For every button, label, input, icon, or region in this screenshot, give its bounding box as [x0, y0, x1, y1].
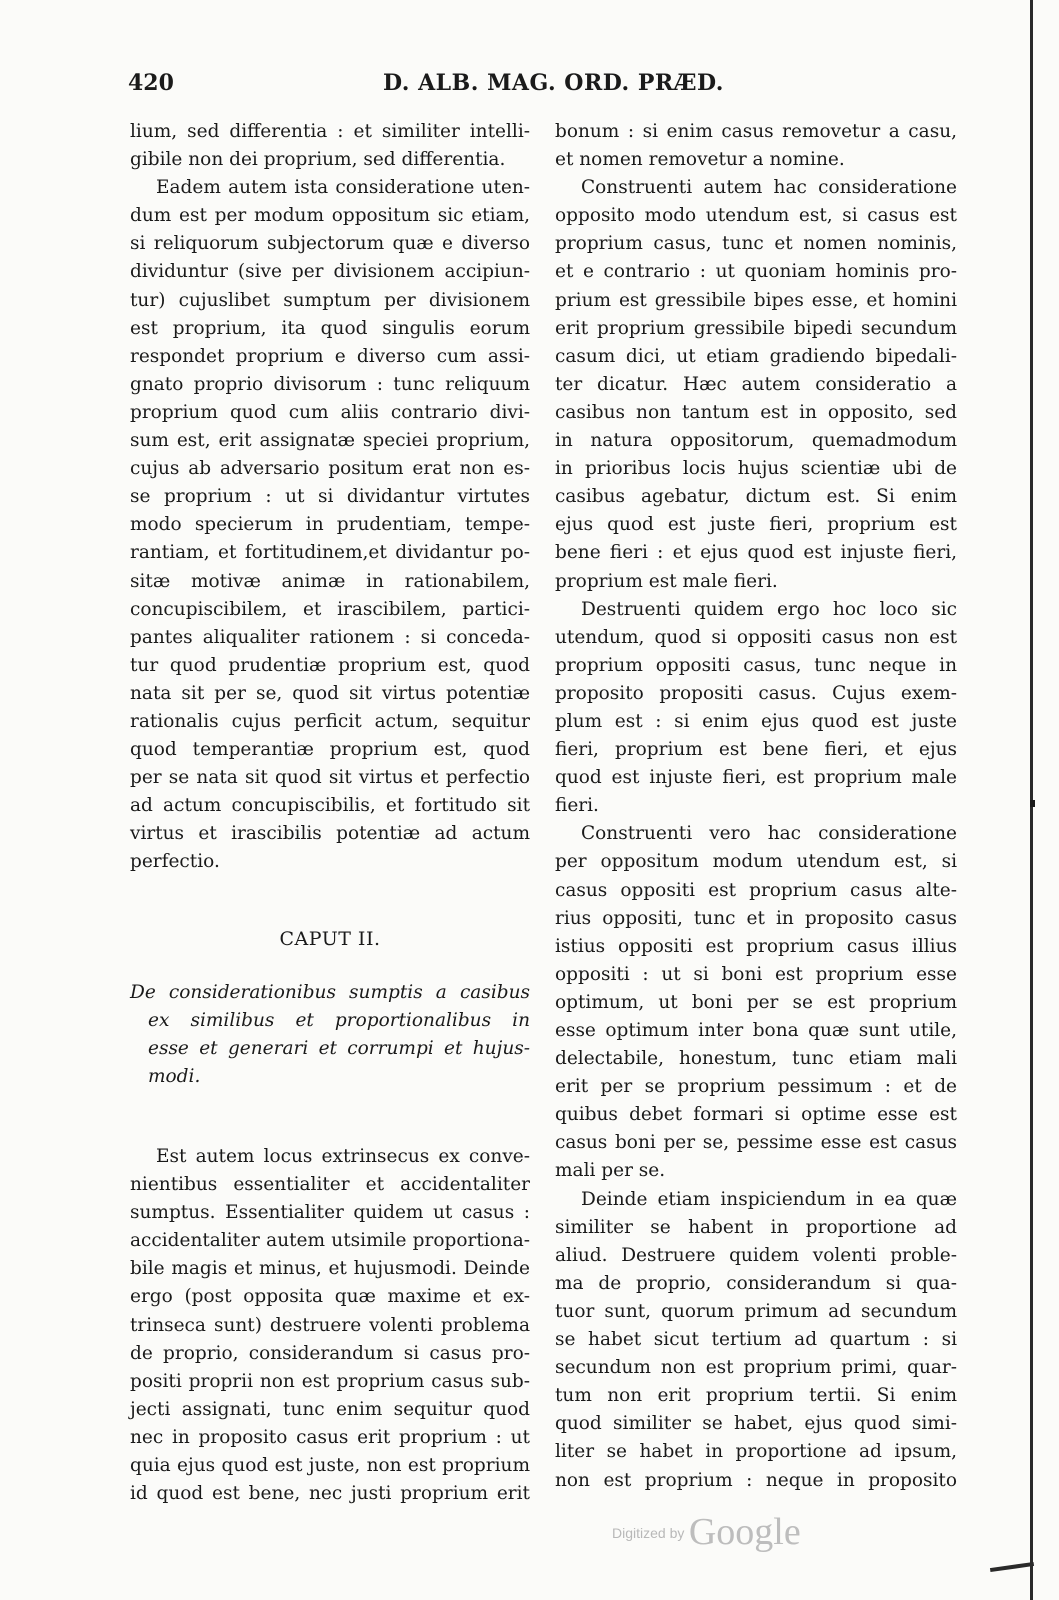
text-line: erit per se proprium pessimum : et de — [555, 1076, 957, 1098]
text-line: Construenti vero hac consideratione — [581, 823, 957, 845]
text-line: jecti assignati, tunc enim sequitur quod — [130, 1398, 530, 1420]
binding-edge-foot — [990, 1562, 1034, 1572]
text-line: lium, sed differentia : et similiter intelli- — [130, 121, 530, 142]
text-line: concupiscibilem, et irascibilem, partici- — [130, 598, 530, 620]
text-line: ejus quod est juste fieri, proprium est — [555, 514, 957, 536]
text-line: non est proprium : neque in proposito — [555, 1469, 957, 1491]
right-para-3 — [555, 596, 957, 821]
text-line: proprium casus, tunc et nomen nominis, — [555, 233, 957, 255]
summary-line: esse et generari et corrumpi et hujus- — [148, 1037, 530, 1059]
chapter-summary — [130, 979, 530, 1091]
margin-mark — [1030, 800, 1035, 807]
text-line: dividuntur (sive per divisionem accipiun- — [130, 261, 530, 283]
text-line: casibus non tantum est in opposito, sed — [555, 401, 957, 423]
text-line: est proprium, ita quod singulis eorum — [130, 317, 530, 339]
text-line: utendum, quod si oppositi casus non est — [555, 626, 957, 648]
text-line: sumptus. Essentialiter quidem ut casus : — [130, 1202, 530, 1224]
text-line: perfectio. — [130, 851, 220, 873]
digitized-by-text: Digitized by — [612, 1525, 685, 1541]
text-line: secundum non est proprium primi, quar- — [555, 1357, 957, 1379]
text-line: dum est per modum oppositum sic etiam, — [130, 205, 530, 227]
text-line: esse optimum inter bona quæ sunt utile, — [555, 1020, 957, 1041]
summary-line: modi. — [148, 1065, 201, 1087]
right-para-1 — [555, 118, 957, 174]
summary-line: De considerationibus sumptis a casibus — [130, 981, 530, 1003]
text-line: rius oppositi, tunc et in proposito casus — [555, 907, 957, 929]
text-line: rationalis cujus perficit actum, sequitur — [130, 710, 530, 732]
text-line: ma de proprio, considerandum si qua- — [555, 1272, 957, 1294]
text-line: proposito propositi casus. Cujus exem- — [555, 682, 957, 704]
text-line: quod temperantiæ proprium est, quod — [130, 739, 530, 761]
text-line: quia ejus quod est juste, non est proprium — [130, 1455, 530, 1477]
summary-line: ex similibus et proportionalibus in — [148, 1009, 530, 1031]
left-column — [130, 118, 530, 1508]
text-line: Est autem locus extrinsecus ex conve- — [156, 1146, 530, 1167]
text-line: per oppositum modum utendum est, si — [555, 851, 957, 873]
text-line: in prioribus locis hujus scientiæ ubi de — [555, 458, 957, 480]
text-line: de proprio, considerandum si casus pro- — [130, 1342, 530, 1364]
text-line: ad actum concupiscibilis, et fortitudo sit — [130, 795, 530, 817]
digitized-watermark — [612, 1510, 801, 1554]
text-line: bile magis et minus, et hujusmodi. Deinde — [130, 1258, 530, 1280]
text-line: Deinde etiam inspiciendum in ea quæ — [581, 1188, 957, 1210]
text-line: virtus et irascibilis potentiæ ad actum — [130, 823, 530, 845]
text-line: modo specierum in prudentiam, tempe- — [130, 514, 530, 536]
text-line: optimum, ut boni per se est proprium — [555, 991, 957, 1013]
text-line: proprium est male fieri. — [555, 570, 778, 592]
text-line: proprium quod cum aliis contrario divi- — [130, 401, 530, 423]
text-line: delectabile, honestum, tunc etiam mali — [555, 1048, 957, 1070]
text-line: rantiam, et fortitudinem,et dividantur po- — [130, 542, 530, 564]
text-line: nata sit per se, quod sit virtus potentiæ — [130, 682, 530, 704]
text-line: id quod est bene, nec justi proprium erit — [130, 1483, 530, 1505]
text-line: casibus agebatur, dictum est. Si enim — [555, 486, 957, 508]
text-line: Eadem autem ista consideratione uten- — [156, 177, 530, 199]
right-column — [555, 118, 957, 1495]
text-line: tur quod prudentiæ proprium est, quod — [130, 654, 530, 676]
text-line: tum non erit proprium tertii. Si enim — [555, 1385, 957, 1407]
text-line: quod est injuste fieri, est proprium male — [555, 767, 957, 789]
text-line: gnato proprio divisorum : tunc reliquum — [130, 373, 530, 395]
text-line: mali per se. — [555, 1160, 666, 1182]
text-line: cujus ab adversario positum erat non es- — [130, 458, 530, 480]
text-line: tur) cujuslibet sumptum per divisionem — [130, 289, 530, 311]
running-title: D. ALB. MAG. ORD. PRÆD. — [383, 70, 724, 96]
text-line: positi proprii non est proprium casus sub- — [130, 1370, 530, 1392]
text-line: pantes aliqualiter rationem : si conceda- — [130, 626, 530, 648]
text-line: nientibus essentialiter et accidentaliter — [130, 1174, 530, 1196]
chapter-heading: CAPUT II. — [279, 927, 381, 950]
text-line: gibile non dei proprium, sed differentia. — [130, 149, 506, 171]
text-line: sum est, erit assignatæ speciei proprium, — [130, 430, 530, 452]
text-line: se habet sicut tertium ad quartum : si — [555, 1329, 957, 1351]
text-line: fieri. — [555, 795, 599, 817]
text-line: sitæ motivæ animæ in rationabilem, — [130, 570, 530, 592]
text-line: et nomen removetur a nomine. — [555, 149, 845, 171]
text-line: erit proprium gressibile bipedi secundum — [555, 317, 957, 339]
text-line: in natura oppositorum, quemadmodum — [555, 430, 957, 452]
text-line: ergo (post opposita quæ maxime et ex- — [130, 1286, 530, 1308]
text-line: aliud. Destruere quidem volenti proble- — [555, 1244, 957, 1266]
text-line: quod similiter se habet, ejus quod simi- — [555, 1413, 957, 1435]
text-line: se proprium : ut si dividantur virtutes — [130, 486, 530, 508]
text-line: ter dicatur. Hæc autem consideratio a — [555, 373, 957, 395]
text-line: proprium oppositi casus, tunc neque in — [555, 654, 957, 676]
text-line: trinseca sunt) destruere volenti problema — [130, 1314, 530, 1336]
text-line: oppositi : ut si boni est proprium esse — [555, 963, 957, 985]
text-line: prium est gressibile bipes esse, et homini — [555, 289, 957, 311]
text-line: tuor sunt, quorum primum ad secundum — [555, 1300, 957, 1322]
right-para-5 — [555, 1186, 957, 1495]
text-line: plum est : si enim ejus quod est juste — [555, 710, 957, 732]
text-line: fieri, proprium est bene fieri, et ejus — [555, 739, 957, 761]
google-logo: Google — [688, 1511, 801, 1553]
text-line: per se nata sit quod sit virtus et perfectio — [130, 767, 530, 789]
text-line: bonum : si enim casus removetur a casu, — [555, 121, 957, 142]
text-line: casus boni per se, pessime esse est casus — [555, 1132, 957, 1154]
left-para-3 — [130, 1143, 530, 1508]
left-para-2 — [130, 174, 530, 876]
text-line: similiter se habent in proportione ad — [555, 1216, 957, 1238]
text-line: bene fieri : et ejus quod est injuste fieri, — [555, 542, 957, 564]
text-line: et e contrario : ut quoniam hominis pro- — [555, 261, 957, 283]
text-line: quibus debet formari si optime esse est — [555, 1104, 957, 1126]
text-line: respondet proprium e diverso cum assi- — [130, 345, 530, 367]
page-number: 420 — [128, 70, 174, 96]
text-line: casus oppositi est proprium casus alte- — [555, 879, 957, 901]
right-para-2 — [555, 174, 957, 595]
text-line: Destruenti quidem ergo hoc loco sic — [581, 598, 957, 620]
text-line: nec in proposito casus erit proprium : ut — [130, 1426, 530, 1448]
text-line: Construenti autem hac consideratione — [581, 177, 957, 199]
right-para-4 — [555, 820, 957, 1185]
text-line: liter se habet in proportione ad ipsum, — [555, 1441, 957, 1463]
text-line: si reliquorum subjectorum quæ e diverso — [130, 233, 530, 255]
text-line: istius oppositi est proprium casus illius — [555, 935, 957, 957]
text-line: accidentaliter autem utsimile proportiona- — [130, 1230, 530, 1252]
left-para-1 — [130, 118, 530, 174]
page-header — [128, 70, 948, 110]
text-line: casum dici, ut etiam gradiendo bipedali- — [555, 345, 957, 367]
text-line: opposito modo utendum est, si casus est — [555, 205, 957, 227]
